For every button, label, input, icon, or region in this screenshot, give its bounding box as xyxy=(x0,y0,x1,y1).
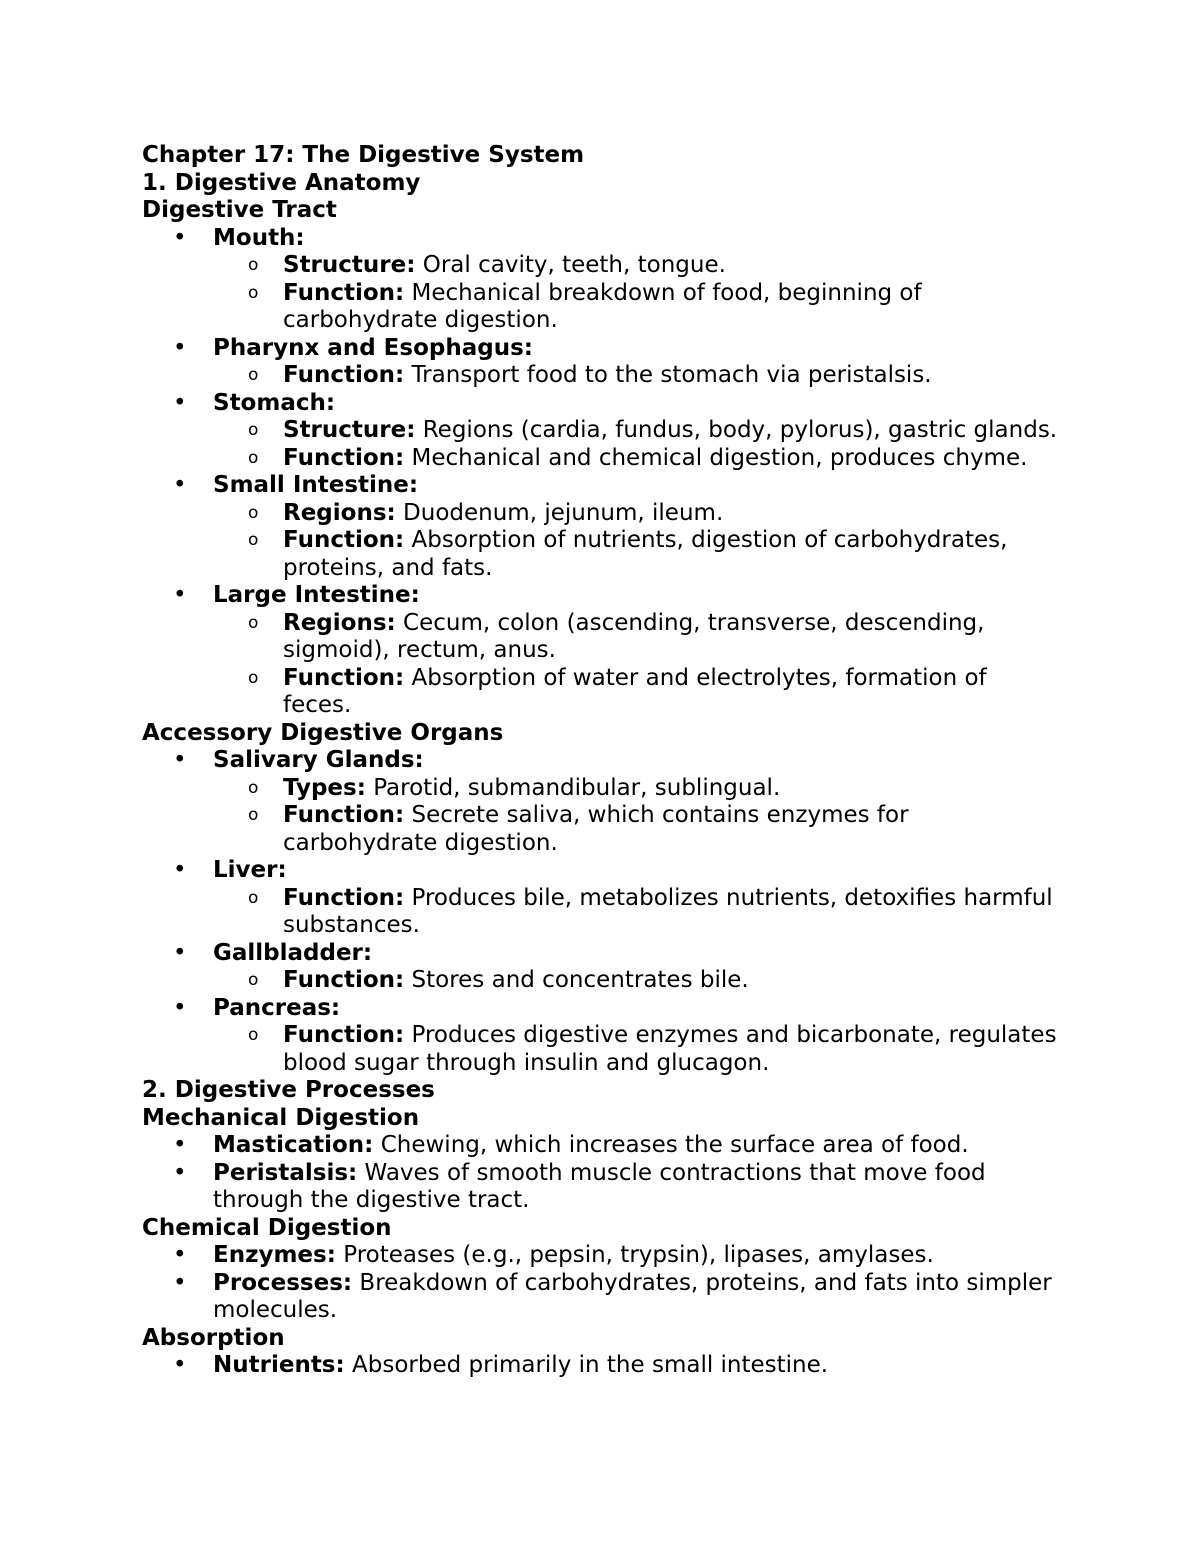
circle-bullet-icon: o xyxy=(248,420,259,440)
bullet-list xyxy=(142,225,1062,720)
sub-item-text: Produces digestive enzymes and bicarbonate, regulates blood sugar through insulin and glucagon. xyxy=(283,1022,1057,1076)
list-item xyxy=(142,225,1062,335)
sub-list-item xyxy=(142,252,1062,280)
item-term: Peristalsis: xyxy=(213,1159,358,1186)
bullet-icon: • xyxy=(173,994,187,1021)
sub-item-text: Mechanical and chemical digestion, produces chyme. xyxy=(404,444,1028,471)
item-term: Nutrients: xyxy=(213,1352,345,1378)
sub-item-text: Regions (cardia, fundus, body, pylorus), gastric glands. xyxy=(415,417,1058,443)
sub-item-term: Function: xyxy=(283,279,405,306)
sub-list-item xyxy=(142,610,1062,665)
section-heading: 1. Digestive Anatomy xyxy=(142,169,421,196)
item-term: Enzymes: xyxy=(213,1242,336,1268)
list-item xyxy=(142,857,1062,940)
list-item xyxy=(142,1132,1062,1160)
list-item xyxy=(142,582,1062,720)
list-item xyxy=(142,1352,1062,1380)
bullet-icon: • xyxy=(173,857,187,883)
bullet-icon: • xyxy=(173,1132,187,1158)
list-item xyxy=(142,1160,1062,1215)
chapter-title: Chapter 17: The Digestive System xyxy=(142,142,585,168)
item-term: Pancreas: xyxy=(213,994,341,1021)
sub-item-text: Stores and concentrates bile. xyxy=(404,967,749,993)
subsection-heading: Chemical Digestion xyxy=(142,1214,392,1241)
item-term: Salivary Glands: xyxy=(213,747,424,773)
circle-bullet-icon: o xyxy=(248,970,259,990)
sub-item-term: Function: xyxy=(283,1022,405,1048)
bullet-icon: • xyxy=(173,1159,187,1186)
subsection-heading: Digestive Tract xyxy=(142,197,337,223)
circle-bullet-icon: o xyxy=(248,667,259,688)
list-item xyxy=(142,995,1062,1078)
sub-list-item xyxy=(142,665,1062,720)
item-term: Pharynx and Esophagus: xyxy=(213,334,533,361)
bullet-list xyxy=(142,1352,1062,1380)
sub-item-text: Cecum, colon (ascending, transverse, descending, sigmoid), rectum, anus. xyxy=(283,609,985,663)
subsection-heading: Accessory Digestive Organs xyxy=(142,719,504,746)
item-term: Small Intestine: xyxy=(213,472,419,498)
circle-bullet-icon: o xyxy=(248,282,259,303)
item-term: Processes: xyxy=(213,1269,353,1296)
sub-bullet-list xyxy=(213,885,1062,940)
circle-bullet-icon: o xyxy=(248,612,259,633)
sub-bullet-list xyxy=(213,362,1062,390)
item-term: Large Intestine: xyxy=(213,582,420,608)
sub-bullet-list xyxy=(213,610,1062,720)
subsection-heading: Absorption xyxy=(142,1324,285,1351)
bullet-icon: • xyxy=(173,747,187,773)
sub-item-text: Parotid, submandibular, sublingual. xyxy=(365,774,781,801)
item-text: Proteases (e.g., pepsin, trypsin), lipases, amylases. xyxy=(335,1242,934,1268)
circle-bullet-icon: o xyxy=(248,255,259,275)
sub-list-item xyxy=(142,775,1062,803)
item-term: Mouth: xyxy=(213,224,305,251)
item-term: Liver: xyxy=(213,857,287,883)
sub-list-item xyxy=(142,445,1062,473)
bullet-list xyxy=(142,747,1062,1077)
sub-item-term: Structure: xyxy=(283,252,416,278)
sub-item-term: Function: xyxy=(283,527,405,553)
list-item xyxy=(142,472,1062,582)
circle-bullet-icon: o xyxy=(248,530,259,550)
bullet-icon: • xyxy=(173,939,187,966)
sub-list-item xyxy=(142,802,1062,857)
sub-list-item xyxy=(142,967,1062,995)
circle-bullet-icon: o xyxy=(248,365,259,385)
circle-bullet-icon: o xyxy=(248,887,259,908)
bullet-icon: • xyxy=(173,472,187,498)
sub-list-item xyxy=(142,885,1062,940)
list-item xyxy=(142,1242,1062,1270)
sub-item-term: Function: xyxy=(283,802,405,828)
list-item xyxy=(142,747,1062,857)
sub-bullet-list xyxy=(213,417,1062,472)
bullet-icon: • xyxy=(173,389,187,416)
sub-bullet-list xyxy=(213,252,1062,335)
circle-bullet-icon: o xyxy=(248,777,259,798)
sub-item-term: Regions: xyxy=(283,499,396,526)
sub-item-text: Transport food to the stomach via peristalsis. xyxy=(404,362,932,388)
list-item xyxy=(142,1270,1062,1325)
sub-item-term: Function: xyxy=(283,444,405,471)
sub-bullet-list xyxy=(213,967,1062,995)
sub-item-term: Structure: xyxy=(283,417,416,443)
item-text: Chewing, which increases the surface area of food. xyxy=(373,1132,969,1158)
bullet-icon: • xyxy=(173,224,187,251)
sub-item-text: Oral cavity, teeth, tongue. xyxy=(415,252,726,278)
sub-item-text: Absorption of nutrients, digestion of carbohydrates, proteins, and fats. xyxy=(283,527,1008,581)
sub-list-item xyxy=(142,1022,1062,1077)
sub-bullet-list xyxy=(213,500,1062,583)
document-content xyxy=(142,142,1062,1380)
sub-item-text: Duodenum, jejunum, ileum. xyxy=(395,499,724,526)
item-term: Mastication: xyxy=(213,1132,374,1158)
sub-bullet-list xyxy=(213,775,1062,858)
sub-item-text: Absorption of water and electrolytes, formation of feces. xyxy=(283,664,987,718)
item-text: Breakdown of carbohydrates, proteins, and fats into simpler molecules. xyxy=(213,1269,1052,1323)
list-item xyxy=(142,335,1062,390)
section-heading: 2. Digestive Processes xyxy=(142,1077,435,1103)
subsection-heading: Mechanical Digestion xyxy=(142,1104,420,1131)
sub-item-term: Types: xyxy=(283,774,366,801)
sub-item-term: Function: xyxy=(283,967,405,993)
sub-list-item xyxy=(142,417,1062,445)
item-text: Absorbed primarily in the small intestine. xyxy=(344,1352,829,1378)
sub-bullet-list xyxy=(213,1022,1062,1077)
sub-item-text: Produces bile, metabolizes nutrients, detoxifies harmful substances. xyxy=(283,884,1053,938)
sub-item-text: Mechanical breakdown of food, beginning of carbohydrate digestion. xyxy=(283,279,922,333)
bullet-list xyxy=(142,1132,1062,1215)
item-term: Stomach: xyxy=(213,389,336,416)
sub-list-item xyxy=(142,500,1062,528)
sub-item-term: Function: xyxy=(283,884,405,911)
circle-bullet-icon: o xyxy=(248,502,259,523)
list-item xyxy=(142,390,1062,473)
list-item xyxy=(142,940,1062,995)
sub-item-term: Function: xyxy=(283,664,405,691)
circle-bullet-icon: o xyxy=(248,1025,259,1045)
circle-bullet-icon: o xyxy=(248,805,259,825)
item-text: Waves of smooth muscle contractions that move food through the digestive tract. xyxy=(213,1159,986,1213)
bullet-icon: • xyxy=(173,1269,187,1296)
bullet-icon: • xyxy=(173,1352,187,1378)
bullet-icon: • xyxy=(173,582,187,608)
bullet-list xyxy=(142,1242,1062,1325)
sub-list-item xyxy=(142,527,1062,582)
sub-item-term: Regions: xyxy=(283,609,396,636)
sub-item-term: Function: xyxy=(283,362,405,388)
item-term: Gallbladder: xyxy=(213,939,373,966)
sub-list-item xyxy=(142,280,1062,335)
circle-bullet-icon: o xyxy=(248,447,259,468)
bullet-icon: • xyxy=(173,1242,187,1268)
sub-item-text: Secrete saliva, which contains enzymes for carbohydrate digestion. xyxy=(283,802,909,856)
sub-list-item xyxy=(142,362,1062,390)
bullet-icon: • xyxy=(173,334,187,361)
